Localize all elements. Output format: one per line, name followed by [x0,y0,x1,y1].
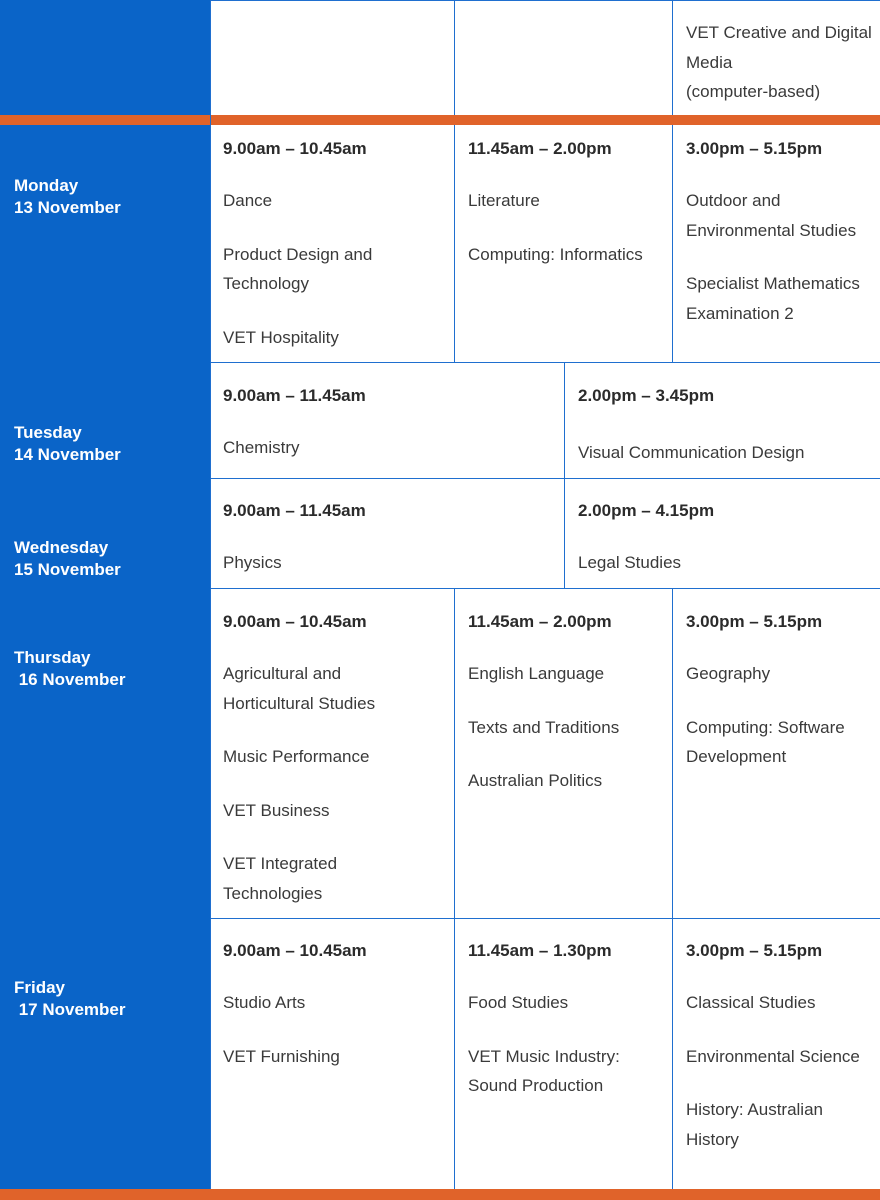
session-time: 9.00am – 11.45am [223,501,366,520]
subject: Horticultural Studies [223,693,376,713]
subject: English Language [468,664,605,683]
session-cell [578,500,714,578]
subject: Music Performance [223,747,370,766]
session-cell [223,138,372,352]
session-cell [686,138,860,328]
footer-divider [0,1189,880,1200]
subject: VET Creative and Digital [686,23,872,42]
session-cell [468,611,619,796]
subject: Classical Studies [686,993,816,1012]
session-time: 9.00am – 10.45am [223,941,367,960]
row-line [210,0,880,1]
session-cell [686,940,860,1154]
subject: Media [686,52,733,72]
session-cell [223,940,367,1071]
subject: (computer-based) [686,82,821,101]
session-time: 9.00am – 10.45am [223,612,367,631]
header-divider [0,115,880,125]
subject: Dance [223,191,273,210]
session-time: 9.00am – 11.45am [223,386,366,405]
day-label-thursday: Thursday 16 November [14,648,126,689]
row-line [210,588,880,589]
subject: Outdoor and [686,191,781,210]
session-time: 3.00pm – 5.15pm [686,612,823,631]
subject: History: Australian [686,1100,823,1119]
subject: Legal Studies [578,553,682,572]
session-cell [223,611,375,908]
session-time: 11.45am – 2.00pm [468,612,612,631]
session-time: 2.00pm – 4.15pm [578,501,715,520]
subject: VET Music Industry: [468,1046,620,1066]
subject: Product Design and [223,244,373,264]
subject: Physics [223,553,282,572]
subject: Food Studies [468,993,569,1012]
row-line [210,362,880,363]
subject: Chemistry [223,438,300,457]
column-line [564,362,565,588]
row-line [210,478,880,479]
session-time: 9.00am – 10.45am [223,139,367,158]
column-line [454,125,455,362]
session-cell [468,940,620,1101]
column-line [672,588,673,1189]
subject: Australian Politics [468,771,603,790]
subject: Sound Production [468,1076,604,1095]
day-label-monday: Monday 13 November [14,176,121,217]
session-cell [223,500,366,578]
day-label-wednesday: Wednesday 15 November [14,538,121,579]
session-time: 2.00pm – 3.45pm [578,386,715,405]
session-cell [223,385,366,463]
subject: Specialist Mathematics [686,274,860,293]
session-time: 11.45am – 1.30pm [468,941,612,960]
session-time: 11.45am – 2.00pm [468,139,612,158]
subject: Texts and Traditions [468,717,620,737]
column-line [672,125,673,362]
subject: Technology [223,274,310,293]
subject: Development [686,747,787,766]
subject: Literature [468,191,540,210]
column-line [672,0,673,115]
subject: VET Furnishing [223,1046,340,1066]
row-line [210,918,880,919]
subject: Technologies [223,883,323,903]
subject: Visual Communication Design [578,443,805,462]
column-line [454,588,455,1189]
subject: Studio Arts [223,993,306,1012]
subject: Geography [686,664,771,683]
session-cell [578,385,804,468]
column-line [454,0,455,115]
session-time: 3.00pm – 5.15pm [686,941,823,960]
subject: Examination 2 [686,303,794,323]
session-cell [686,611,845,772]
subject: Computing: Informatics [468,244,643,264]
subject: Computing: Software [686,717,845,737]
subject: VET Hospitality [223,327,339,347]
subject: Environmental Science [686,1046,860,1066]
session-time: 3.00pm – 5.15pm [686,139,823,158]
column-line [210,0,211,1189]
header-row-cell [686,18,880,107]
subject: Agricultural and [223,664,342,683]
subject: History [686,1129,739,1149]
day-label-friday: Friday 17 November [14,978,126,1019]
subject: VET Business [223,800,330,820]
subject: Environmental Studies [686,220,857,240]
subject: VET Integrated [223,854,338,873]
session-cell [468,138,643,269]
day-label-tuesday: Tuesday 14 November [14,423,121,464]
